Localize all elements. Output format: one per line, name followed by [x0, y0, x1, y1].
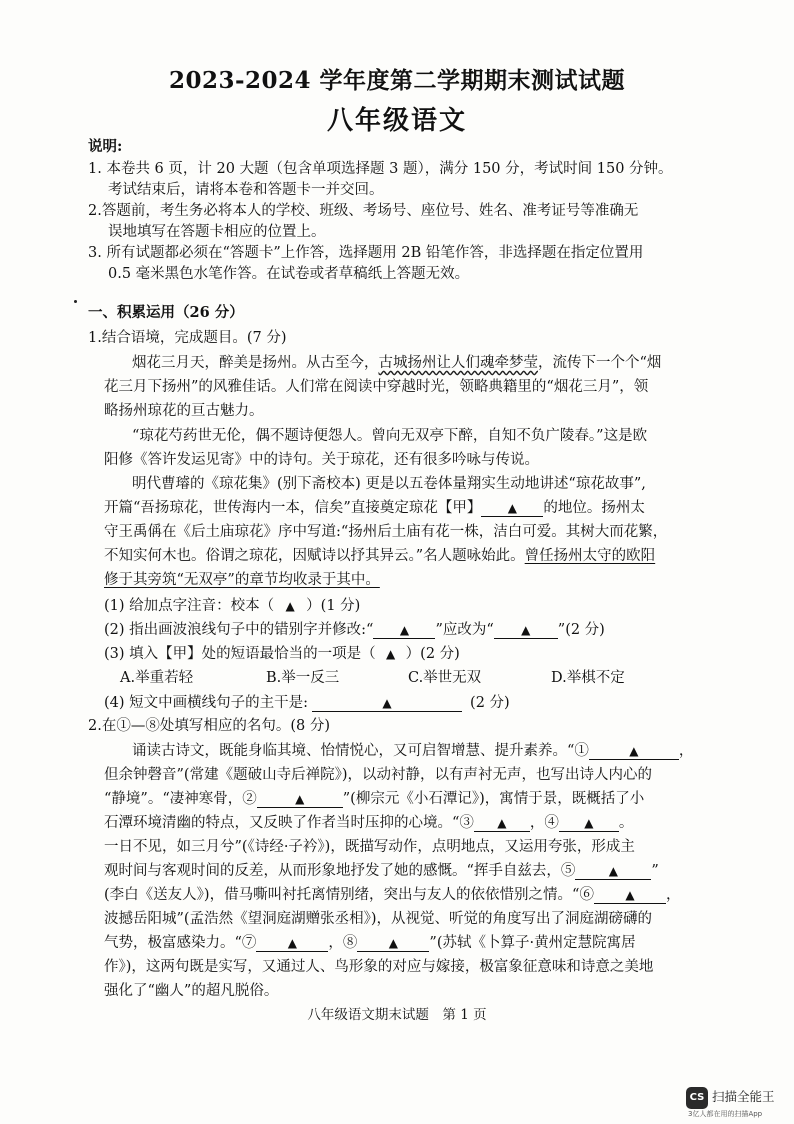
q1-p1-line1 [132, 351, 661, 372]
q2-stem: 2.在①—⑧处填写相应的名句。(8 分) [88, 718, 330, 734]
note-1a: 1. 本卷共 6 页，计 20 大题（包含单项选择题 3 题），满分 150 分，考试时间 150 分钟。 [88, 161, 673, 177]
text: ” [651, 863, 659, 879]
camscanner-name: 扫描全能王 [712, 1089, 775, 1104]
text: ”(苏轼《卜算子·黄州定慧院寓居 [429, 935, 636, 951]
text: 的地位。扬州太 [543, 500, 645, 516]
camscanner-logo-icon: CS [686, 1087, 708, 1109]
triangle-icon: ▲ [287, 936, 298, 950]
text: ”应改为“ [435, 622, 494, 638]
answer-blank [575, 864, 651, 880]
text: (4) 短文中画横线句子的主干是: [104, 695, 309, 711]
answer-slot [376, 646, 406, 662]
camscanner-tagline: 3亿人都在用的扫描App [688, 1110, 763, 1118]
underlined-sentence: 曾任扬州太守的欧阳 [524, 548, 656, 564]
text: ， [678, 743, 694, 759]
q2-line6 [104, 859, 659, 880]
option-b: B.举一反三 [266, 670, 340, 686]
answer-slot [274, 598, 306, 614]
q2-line5: 一日不见，如三月兮”(《诗经·子衿》)，既描写动作，点明地点，又运用夸张，形成主 [104, 839, 635, 855]
text: “静境”。“凄神寒骨，② [104, 791, 257, 807]
q1-p2-line2: 阳修《答许发运见寄》中的诗句。关于琼花，还有很多吟咏与传说。 [104, 452, 539, 468]
scan-dot [74, 300, 77, 303]
exam-title: 2023-2024 学年度第二学期期末测试试题 [168, 67, 626, 94]
text: (2 分) [470, 695, 510, 711]
q2-line11: 强化了“幽人”的超凡脱俗。 [104, 983, 279, 999]
note-3b: 0.5 毫米黑色水笔作答。在试卷或者草稿纸上答题无效。 [108, 266, 470, 282]
text: 气势，极富感染力。“⑦ [104, 935, 257, 951]
q1-p1-line3: 略扬州琼花的亘古魅力。 [104, 403, 264, 419]
text: (3) 填入【甲】处的短语最恰当的一项是（ [104, 646, 376, 662]
note-2b: 误地填写在答题卡相应的位置上。 [108, 224, 326, 240]
wavy-sentence: 古城扬州让人们魂牵梦莹 [378, 355, 538, 371]
underlined-sentence: 修于其旁筑“无双亭”的章节均收录于其中。 [104, 572, 380, 588]
text: 烟花三月天，醉美是扬州。从古至今， [132, 355, 379, 371]
triangle-icon: ▲ [608, 864, 619, 878]
text: ， [665, 887, 681, 903]
q1-p1-line2: 花三月下扬州”的风雅佳话。人们常在阅读中穿越时光，领略典籍里的“烟花三月”，领 [104, 379, 649, 395]
q1-p3-line3: 守王禹偁在《后土庙琼花》序中写道:“扬州后土庙有花一株，洁白可爱。其树大而花繁， [104, 524, 668, 540]
answer-blank [474, 816, 530, 832]
answer-blank [312, 696, 462, 712]
text: (2) 指出画波浪线句子中的错别字并修改:“ [104, 622, 374, 638]
text: ）(2 分) [405, 646, 460, 662]
q1-p3-line1: 明代曹璿的《琼花集》(别下斋校本) 更是以五卷体量翔实生动地讲述“琼花故事”, [132, 476, 646, 492]
triangle-icon: ▲ [497, 816, 507, 830]
answer-blank [373, 623, 435, 639]
text: ”(2 分) [557, 622, 605, 638]
option-d: D.举棋不定 [551, 670, 625, 686]
triangle-icon: ▲ [625, 888, 635, 902]
q1-p3-line4 [104, 544, 655, 565]
answer-blank [589, 744, 679, 760]
q1-p2-line1: “琼花芍药世无伦，偶不题诗便怨人。曾向无双亭下醉，自知不负广陵春。”这是欧 [132, 428, 648, 444]
triangle-icon: ▲ [382, 696, 392, 710]
q2-line1 [132, 739, 693, 760]
answer-blank [559, 816, 619, 832]
q1-sub2 [104, 618, 605, 639]
q1-p3-line2 [104, 496, 645, 517]
answer-blank [594, 888, 666, 904]
option-a: A.举重若轻 [120, 670, 194, 686]
text: 开篇“吾扬琼花，世传海内一本，信矣”直接奠定琼花【甲】 [104, 500, 482, 516]
triangle-icon: ▲ [507, 501, 517, 515]
answer-blank [257, 792, 343, 808]
q1-p3-line5 [104, 568, 380, 589]
text: 。 [618, 815, 634, 831]
triangle-icon: ▲ [399, 623, 410, 637]
section1-heading: 一、积累运用（26 分） [88, 304, 244, 321]
text: ，流传下一个个“烟 [538, 355, 662, 371]
text: 石潭环境清幽的特点，又反映了作者当时压抑的心境。“③ [104, 815, 474, 831]
triangle-icon: ▲ [386, 647, 396, 661]
q2-line8: 波撼岳阳城”(孟浩然《望洞庭湖赠张丞相》)，从视觉、听觉的角度写出了洞庭湖磅礴的 [104, 911, 652, 927]
text: 不知实何木也。俗谓之琼花，因赋诗以抒其异云。”名人题咏始此。 [104, 548, 525, 564]
text: ，④ [529, 815, 559, 831]
q2-line4 [104, 811, 633, 832]
q1-sub4 [104, 691, 510, 712]
text: (李白《送友人》)，借马嘶叫衬托离情别绪，突出与友人的依依惜别之情。“⑥ [104, 887, 594, 903]
triangle-icon: ▲ [295, 792, 305, 806]
text: ”(柳宗元《小石潭记》)，寓情于景，既概括了小 [342, 791, 645, 807]
q2-line10: 作》)，这两句既是实写，又通过人、鸟形象的对应与嫁接，极富象征意味和诗意之美地 [104, 959, 654, 975]
text: 诵读古诗文，既能身临其境、怡情悦心，又可启智增慧、提升素养。“① [132, 743, 589, 759]
triangle-icon: ▲ [388, 936, 399, 950]
triangle-icon: ▲ [285, 599, 295, 613]
triangle-icon: ▲ [521, 623, 531, 637]
exam-subtitle: 八年级语文 [326, 106, 467, 136]
note-2a: 2.答题前，考生务必将本人的学校、班级、考场号、座位号、姓名、准考证号等准确无 [88, 203, 639, 219]
q2-line2: 但余钟磬音”(常建《题破山寺后禅院》)，以动衬静，以有声衬无声，也写出诗人内心的 [104, 767, 652, 783]
text: ，⑧ [328, 935, 358, 951]
text: (1) 给加点字注音：校本（ [104, 598, 275, 614]
notes-heading: 说明: [88, 138, 123, 155]
answer-blank [481, 501, 543, 517]
answer-blank [256, 936, 328, 952]
q2-line9 [104, 931, 636, 952]
page-footer: 八年级语文期末试题 第 1 页 [307, 1007, 487, 1023]
q1-sub1 [104, 594, 360, 615]
note-3a: 3. 所有试题都必须在“答题卡”上作答，选择题用 2B 铅笔作答，非选择题在指定位置用 [88, 245, 644, 261]
triangle-icon: ▲ [629, 744, 639, 758]
note-1b: 考试结束后，请将本卷和答题卡一并交回。 [108, 182, 384, 198]
q1-sub3 [104, 642, 460, 663]
answer-blank [494, 623, 558, 639]
q1-stem: 1.结合语境，完成题目。(7 分) [88, 330, 287, 346]
text: 观时间与客观时间的反差，从而形象地抒发了她的感慨。“挥手自兹去，⑤ [104, 863, 576, 879]
text: ）(1 分) [306, 598, 361, 614]
answer-blank [357, 936, 429, 952]
q2-line7 [104, 883, 680, 904]
q2-line3 [104, 787, 644, 808]
option-c: C.举世无双 [408, 670, 482, 686]
triangle-icon: ▲ [584, 816, 594, 830]
